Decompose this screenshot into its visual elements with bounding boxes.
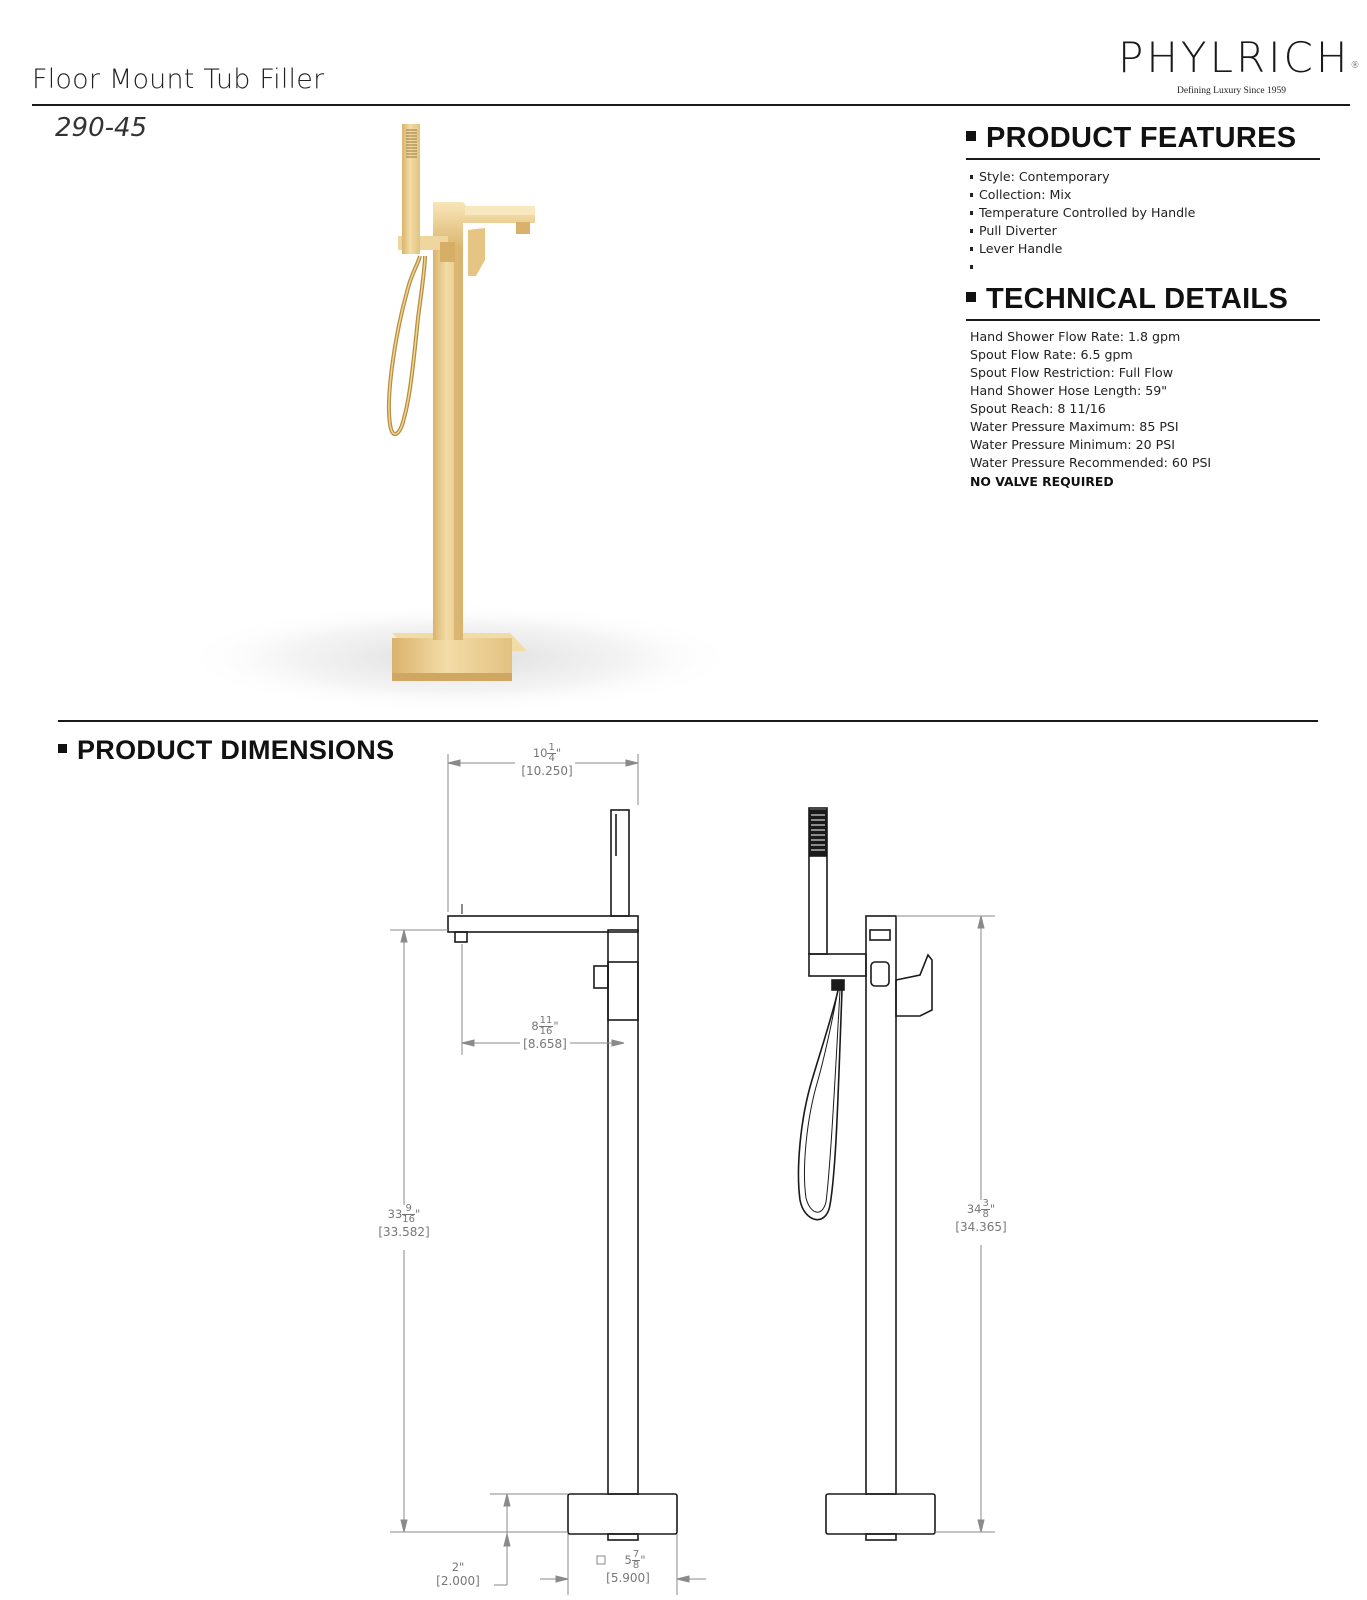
section-rule	[58, 720, 1318, 722]
dimensions-heading: PRODUCT DIMENSIONS	[58, 735, 394, 766]
technical-heading: TECHNICAL DETAILS	[966, 283, 1288, 316]
list-item: Hand Shower Flow Rate: 1.8 gpm	[970, 329, 1181, 344]
list-item	[970, 258, 1195, 276]
list-item: Collection: Mix	[970, 186, 1195, 204]
registered-mark: ®	[1350, 61, 1360, 71]
list-item: Spout Flow Restriction: Full Flow	[970, 365, 1174, 380]
brand-tagline: Defining Luxury Since 1959	[1177, 86, 1286, 96]
dim-spout-height-label: 33 $\frac{9}{16}$ " [33.582]	[378, 1203, 430, 1239]
list-item: Temperature Controlled by Handle	[970, 204, 1195, 222]
list-item: Spout Reach: 8 11/16	[970, 401, 1106, 416]
no-valve-note: NO VALVE REQUIRED	[970, 474, 1114, 489]
list-item: Water Pressure Recommended: 60 PSI	[970, 455, 1212, 470]
technical-rule	[966, 319, 1320, 321]
brand-name: PHYLRICH	[1118, 33, 1351, 82]
dim-base-square-label: 5 $\frac{7}{8}$ " [5.900]	[606, 1549, 650, 1585]
model-number: 290-45	[55, 113, 148, 143]
front-handshower	[611, 810, 629, 916]
dim-reach-label: 8 $\frac{11}{16}$ " [8.658]	[523, 1015, 567, 1051]
hand-shower	[402, 124, 420, 254]
technical-list	[970, 328, 1211, 472]
front-spout	[448, 916, 638, 932]
features-heading: PRODUCT FEATURES	[966, 122, 1296, 155]
dim-base-height-label: 2" [2.000]	[436, 1560, 480, 1588]
front-base	[568, 1494, 677, 1534]
list-item: Water Pressure Maximum: 85 PSI	[970, 419, 1179, 434]
list-item: Spout Flow Rate: 6.5 gpm	[970, 347, 1133, 362]
features-rule	[966, 158, 1320, 160]
list-item: Water Pressure Minimum: 20 PSI	[970, 437, 1175, 452]
page-title: Floor Mount Tub Filler	[32, 64, 325, 95]
lever-handle	[468, 228, 485, 276]
dim-width-label: 10 $\frac{1}{4}$ " [10.250]	[521, 742, 573, 778]
side-lever	[896, 955, 932, 1016]
front-column	[608, 930, 638, 1494]
brand-logo	[1118, 33, 1360, 96]
side-handshower	[809, 808, 827, 954]
side-column	[866, 916, 896, 1494]
product-image	[180, 118, 740, 718]
header-rule	[32, 104, 1350, 106]
side-hose	[799, 990, 843, 1220]
features-list	[970, 168, 1195, 276]
side-base	[826, 1494, 935, 1534]
list-item: Lever Handle	[970, 240, 1195, 258]
list-item: Hand Shower Hose Length: 59"	[970, 383, 1168, 398]
list-item: Pull Diverter	[970, 222, 1195, 240]
list-item: Style: Contemporary	[970, 168, 1195, 186]
dim-total-height-label: 34 $\frac{3}{8}$ " [34.365]	[955, 1198, 1007, 1234]
